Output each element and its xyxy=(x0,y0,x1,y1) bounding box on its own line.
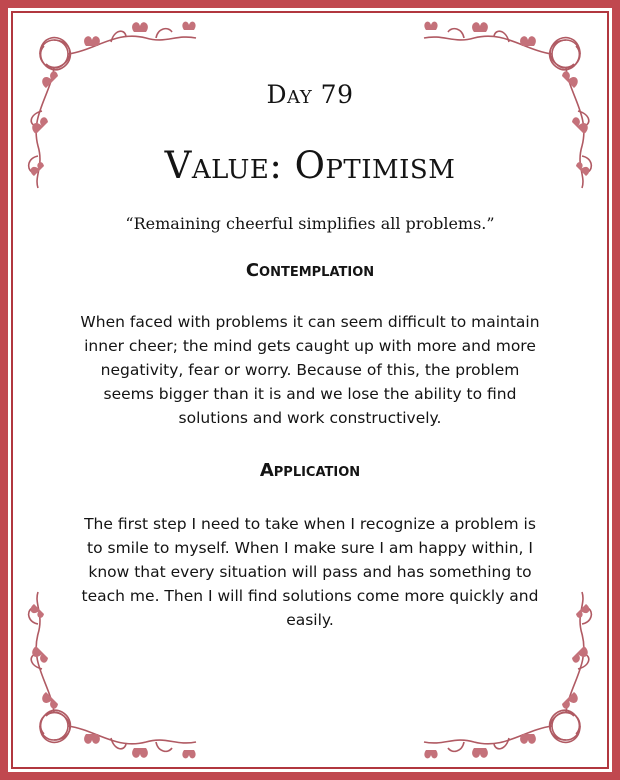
quote-text: “Remaining cheerful simplifies all problems.” xyxy=(125,214,495,233)
application-heading: Application xyxy=(259,460,361,481)
day-label: Day 79 xyxy=(266,80,354,109)
application-text: The first step I need to take when I recognize a problem is to smile to myself. When I make sure I am happy within, I know that every situation will pass and has something to teach me. Then I will find solutions come more quickly and easily. xyxy=(81,515,539,629)
contemplation-heading: Contemplation xyxy=(245,260,375,281)
card-content xyxy=(8,8,612,772)
contemplation-text: When faced with problems it can seem difficult to maintain inner cheer; the mind gets caught up with more and more negativity, fear or worry. Because of this, the problem seems bigger than it is and we lose the ability to find solutions and work constructively. xyxy=(80,313,540,427)
value-title: Value: Optimism xyxy=(164,144,456,187)
